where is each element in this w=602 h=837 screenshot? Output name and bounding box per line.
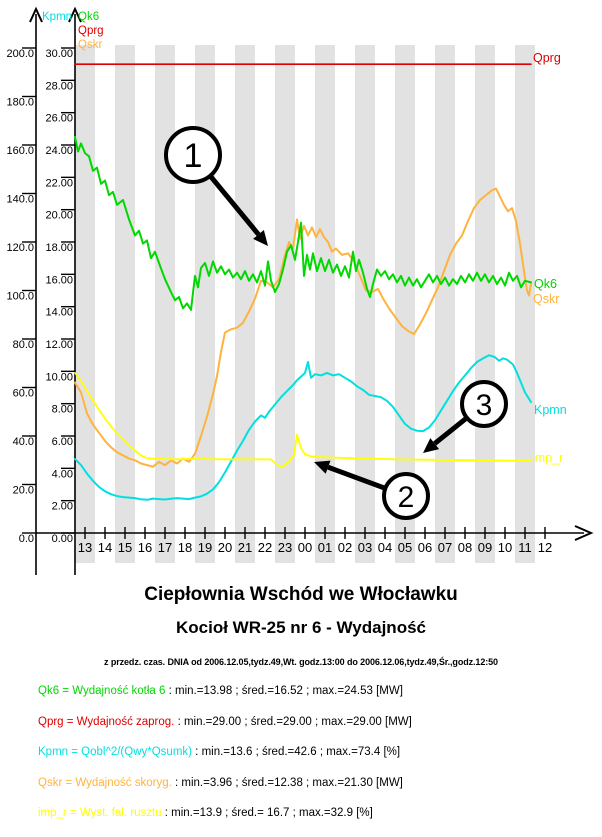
hour-tick-label: 07: [437, 540, 453, 555]
hour-tick-label: 16: [137, 540, 153, 555]
hour-tick-label: 08: [457, 540, 473, 555]
mw-axis-tick-label: 12.00: [45, 339, 73, 351]
hour-band: [435, 45, 455, 563]
hour-tick-label: 17: [157, 540, 173, 555]
time-range-subtitle: z przedz. czas. DNIA od 2006.12.05,tydz.49,Wt. godz.13:00 do 2006.12.06,tydz.49,Śr.,godz.12:50: [104, 657, 498, 667]
series-qk6-line: [75, 137, 531, 310]
mw-axis-tick-label: 18.00: [45, 242, 73, 254]
hour-tick-label: 22: [257, 540, 273, 555]
hour-tick-label: 03: [357, 540, 373, 555]
legend-row-qk6: [38, 684, 598, 715]
mw-axis-tick-label: 30.00: [45, 48, 73, 60]
legend-label-kpmn: Kpmn = Qobl^2/(Qwy*Qsumk): [38, 746, 192, 758]
mw-axis-tick-label: 8.00: [51, 403, 73, 416]
mw-axis-tick-label: 16.00: [45, 274, 73, 287]
mw-axis-tick-label: 2.00: [51, 500, 73, 513]
hour-band: [475, 45, 495, 563]
legend-row-qprg: [38, 715, 598, 746]
hour-tick-label: 11: [518, 540, 532, 555]
series-qskr-line: [75, 189, 531, 467]
mw-axis-tick-label: 22.00: [45, 177, 73, 190]
hour-tick-label: 19: [197, 540, 213, 555]
hour-band: [275, 45, 295, 563]
legend-label-impr: imp_r = Wyst. fal. rusztu: [38, 807, 165, 819]
kpmn-axis-tick-label: 0.0: [18, 533, 34, 545]
hour-tick-label: 06: [417, 540, 433, 555]
hour-band: [75, 45, 95, 563]
kpmn-axis-tick-label: 200.0: [6, 48, 34, 60]
hour-tick-label: 18: [177, 540, 193, 555]
kpmn-axis-tick-label: 180.0: [6, 96, 34, 109]
legend-row-qskr: [38, 776, 598, 807]
series-imp_r-label: imp_r: [532, 451, 564, 465]
mw-axis-tick-label: 26.00: [45, 112, 73, 125]
legend-label-qk6: Qk6 = Wydajność kotła 6: [38, 685, 166, 697]
hour-tick-label: 10: [497, 540, 513, 555]
legend-stats-kpmn: : min.=13.6 ; śred.=42.6 ; max.=73.4 [%]: [191, 746, 401, 758]
hour-tick-label: 13: [77, 540, 93, 555]
hour-band: [315, 45, 335, 563]
legend-stats-qprg: : min.=29.00 ; śred.=29.00 ; max.=29.00 [MW]: [177, 715, 412, 728]
hour-tick-label: 00: [297, 540, 313, 555]
kpmn-axis-tick-label: 140.0: [6, 193, 34, 206]
series-qskr-label: Qskr: [533, 292, 560, 306]
legend-stats-impr: : min.=13.9 ; śred.= 16.7 ; max.=32.9 [%]: [164, 807, 373, 819]
mw-axis-tick-label: 14.00: [45, 306, 73, 319]
hour-tick-label: 20: [217, 540, 233, 555]
hour-band: [115, 45, 135, 563]
kpmn-axis-tick-label: 60.0: [12, 387, 34, 400]
hour-tick-label: 12: [537, 540, 553, 555]
legend-label-qprg: Qprg = Wydajność zaprog.: [38, 715, 178, 728]
legend-stats-qskr: : min.=3.96 ; śred.=12.38 ; max.=21.30 [MW]: [174, 776, 403, 789]
hour-tick-label: 04: [377, 540, 393, 555]
legend: [38, 684, 598, 837]
hour-tick-label: 05: [397, 540, 413, 555]
corner-label-qprg: Qprg: [78, 25, 104, 37]
plant-title: Ciepłownia Wschód we Włocławku: [144, 584, 458, 605]
kpmn-axis-tick-label: 20.0: [12, 484, 34, 497]
hour-tick-label: 02: [337, 540, 353, 555]
corner-label-qk6: Qk6: [78, 11, 100, 23]
hour-tick-label: 15: [117, 540, 133, 555]
series-qprg-label: Qprg: [533, 51, 561, 65]
mw-axis-tick-label: 4.00: [51, 468, 73, 481]
hour-band: [515, 45, 535, 563]
mw-axis-tick-label: 24.00: [45, 145, 73, 157]
annotation-number-2: 2: [397, 480, 415, 514]
kpmn-axis-tick-label: 120.0: [6, 242, 34, 254]
hour-tick-label: 14: [97, 540, 113, 555]
kpmn-axis-tick-label: 80.0: [12, 339, 34, 351]
boiler-title: Kocioł WR-25 nr 6 - Wydajność: [175, 618, 426, 637]
annotation-number-3: 3: [475, 388, 493, 422]
series-kpmn-line: [75, 355, 531, 500]
series-qk6-label: Qk6: [534, 277, 557, 291]
kpmn-axis-tick-label: 160.0: [6, 145, 34, 157]
legend-row-kpmn: [38, 745, 598, 776]
hour-band: [195, 45, 215, 563]
corner-label-kpmn: Kpmn: [42, 11, 73, 23]
kpmn-axis-tick-label: 40.0: [12, 436, 34, 448]
hour-tick-label: 09: [477, 540, 493, 555]
mw-axis-tick-label: 28.00: [45, 80, 73, 93]
mw-axis-tick-label: 10.00: [45, 371, 73, 384]
legend-label-qskr: Qskr = Wydajność skoryg.: [38, 776, 175, 789]
hour-tick-label: 01: [317, 540, 333, 555]
annotation-number-1: 1: [183, 137, 203, 176]
series-kpmn-label: Kpmn: [534, 403, 567, 417]
hour-band: [155, 45, 175, 563]
hour-tick-label: 23: [277, 540, 293, 555]
mw-axis-tick-label: 0.00: [51, 533, 73, 545]
kpmn-axis-tick-label: 100.0: [6, 290, 34, 303]
mw-axis-tick-label: 20.00: [45, 209, 73, 222]
corner-label-qskr: Qskr: [78, 39, 103, 51]
mw-axis-tick-label: 6.00: [51, 436, 73, 448]
hour-tick-label: 21: [237, 540, 253, 555]
legend-stats-qk6: : min.=13.98 ; śred.=16.52 ; max.=24.53 [MW]: [165, 685, 403, 697]
